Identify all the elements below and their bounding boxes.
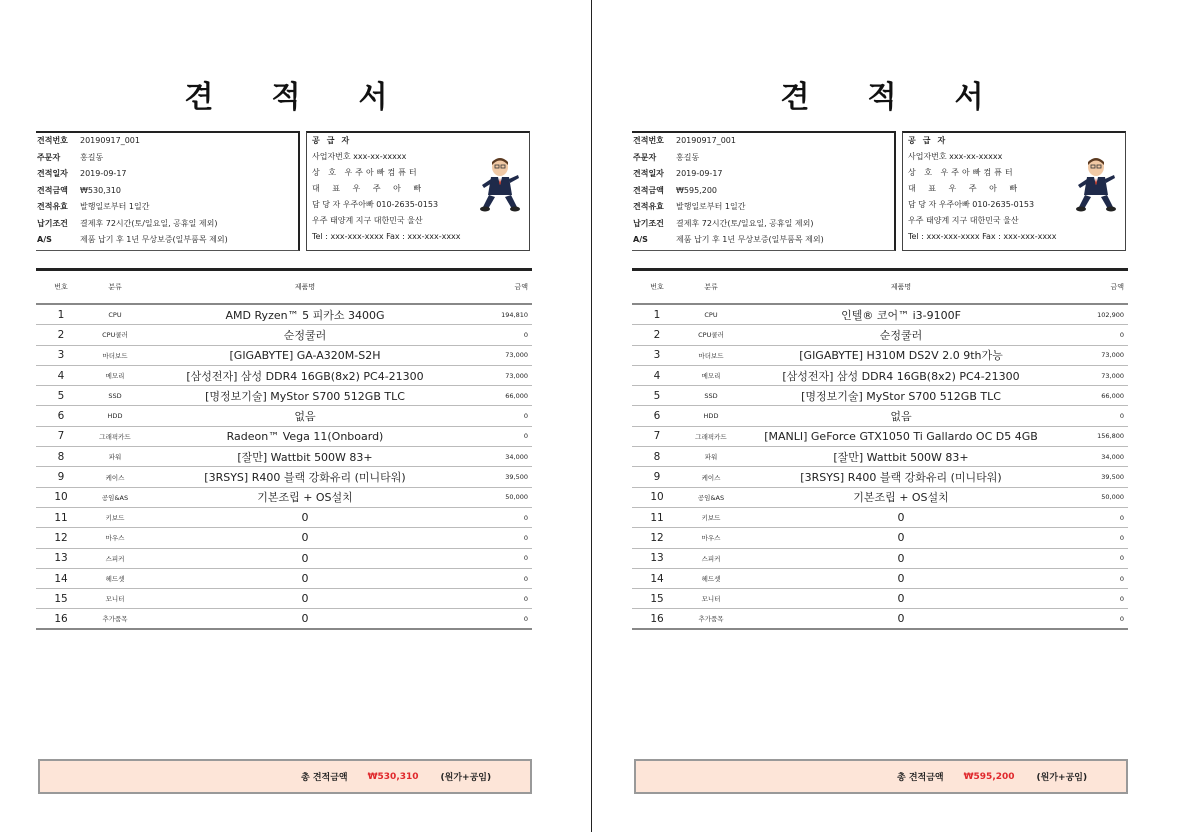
row-amount: 0 xyxy=(523,614,528,623)
row-product: 0 xyxy=(301,511,309,525)
row-num: 1 xyxy=(57,308,65,321)
table-row xyxy=(36,488,532,508)
row-amount: 102,900 xyxy=(1097,310,1124,319)
total-bar xyxy=(634,759,1128,794)
table-row xyxy=(632,528,1128,548)
quote-title: 견적서 xyxy=(184,80,446,115)
row-category: 모니터 xyxy=(105,595,125,604)
row-num: 5 xyxy=(57,389,65,402)
table-row xyxy=(632,305,1128,325)
row-category: 케이스 xyxy=(105,473,125,482)
info-row xyxy=(632,232,894,249)
quote-table xyxy=(36,268,532,630)
row-num: 9 xyxy=(653,471,661,484)
row-product: 없음 xyxy=(890,410,912,424)
row-amount: 156,800 xyxy=(1097,432,1124,441)
total-note: (원가+공임) xyxy=(440,773,492,783)
row-amount: 0 xyxy=(523,594,528,603)
row-category: 스피커 xyxy=(701,554,721,563)
info-value: 발행일로부터 1일간 xyxy=(676,202,746,211)
row-amount: 0 xyxy=(523,330,528,339)
row-product: 인텔® 코어™ i3-9100F xyxy=(841,308,961,322)
info-label: 납기조건 xyxy=(37,218,68,228)
row-product: [GIGABYTE] GA-A320M-S2H xyxy=(229,348,381,362)
row-amount: 0 xyxy=(1119,513,1124,522)
row-num: 8 xyxy=(653,450,661,463)
row-num: 2 xyxy=(653,328,661,341)
row-category: CPU xyxy=(704,310,718,319)
row-product: [삼성전자] 삼성 DDR4 16GB(8x2) PC4-21300 xyxy=(782,369,1020,383)
row-num: 12 xyxy=(54,531,68,544)
row-amount: 50,000 xyxy=(505,493,528,502)
row-num: 6 xyxy=(57,410,65,423)
row-amount: 50,000 xyxy=(1101,493,1124,502)
quote-page-1 xyxy=(36,0,536,832)
row-product: 0 xyxy=(301,531,309,545)
row-num: 16 xyxy=(54,612,68,625)
row-category: 스피커 xyxy=(105,554,125,563)
supplier-box xyxy=(306,131,530,251)
table-body xyxy=(36,305,532,630)
table-row xyxy=(36,528,532,548)
supplier-ceo: 대 표 우 주 아 빠 xyxy=(312,184,427,193)
table-row xyxy=(36,609,532,629)
row-num: 12 xyxy=(650,531,664,544)
row-amount: 0 xyxy=(523,412,528,421)
info-value: 제품 납기 후 1년 무상보증(일부품목 제외) xyxy=(80,235,228,244)
row-product: 0 xyxy=(301,551,309,565)
row-product: Radeon™ Vega 11(Onboard) xyxy=(226,429,384,443)
quote-table xyxy=(632,268,1128,630)
header-category: 분류 xyxy=(108,283,122,291)
table-row xyxy=(632,467,1128,487)
row-product: [3RSYS] R400 블랙 강화유리 (미니타워) xyxy=(204,471,406,485)
header-product: 제품명 xyxy=(294,283,316,291)
row-product: 순정쿨러 xyxy=(283,328,327,342)
row-amount: 73,000 xyxy=(505,351,528,360)
supplier-company: 상 호 우주아빠컴퓨터 xyxy=(908,168,1016,177)
row-category: 추가품목 xyxy=(102,615,128,624)
info-value: 20190917_001 xyxy=(676,136,736,145)
info-row xyxy=(36,133,298,150)
row-amount: 66,000 xyxy=(505,391,528,400)
row-amount: 0 xyxy=(523,533,528,542)
table-row xyxy=(36,447,532,467)
table-row xyxy=(36,569,532,589)
info-label: 견적유효 xyxy=(37,202,68,211)
info-row xyxy=(36,232,298,249)
row-num: 10 xyxy=(54,491,68,504)
supplier-reg: 사업자번호 xxx-xx-xxxxx xyxy=(312,152,407,161)
info-row xyxy=(632,150,894,167)
table-row xyxy=(632,346,1128,366)
supplier-tel: Tel : xxx-xxx-xxxx Fax : xxx-xxx-xxxx xyxy=(908,232,1057,241)
row-category: 마우스 xyxy=(701,534,721,543)
row-amount: 73,000 xyxy=(505,371,528,380)
row-product: 0 xyxy=(897,531,905,545)
row-amount: 0 xyxy=(1119,574,1124,583)
supplier-contact: 담 당 자 우주아빠 010-2635-0153 xyxy=(312,200,439,209)
row-category: 메모리 xyxy=(105,372,125,381)
row-num: 13 xyxy=(54,552,68,565)
row-category: SSD xyxy=(704,391,718,400)
info-label: 납기조건 xyxy=(633,218,664,228)
row-product: 0 xyxy=(897,612,905,626)
row-amount: 0 xyxy=(1119,412,1124,421)
total-bar xyxy=(38,759,532,794)
header-category: 분류 xyxy=(704,283,718,291)
row-product: [잘만] Wattbit 500W 83+ xyxy=(237,450,373,464)
row-product: 0 xyxy=(897,511,905,525)
info-label: 견적금액 xyxy=(633,185,664,195)
table-row xyxy=(632,609,1128,629)
row-category: 공임&AS xyxy=(697,493,725,502)
table-row xyxy=(36,427,532,447)
header-amount: 금액 xyxy=(514,283,528,291)
row-num: 14 xyxy=(54,572,68,585)
table-row xyxy=(36,305,532,325)
row-category: 메모리 xyxy=(701,372,721,381)
row-amount: 0 xyxy=(1119,330,1124,339)
info-row xyxy=(36,183,298,200)
info-row xyxy=(36,166,298,183)
row-amount: 0 xyxy=(523,513,528,522)
row-category: 모니터 xyxy=(701,595,721,604)
row-product: [MANLI] GeForce GTX1050 Ti Gallardo OC D5 4GB xyxy=(764,429,1038,443)
total-label: 총 견적금액 xyxy=(301,773,348,783)
table-row xyxy=(36,366,532,386)
supplier-title: 공급자 xyxy=(312,136,357,145)
row-num: 10 xyxy=(650,491,664,504)
table-row xyxy=(632,406,1128,426)
row-product: [삼성전자] 삼성 DDR4 16GB(8x2) PC4-21300 xyxy=(186,369,424,383)
table-row xyxy=(632,386,1128,406)
row-num: 9 xyxy=(57,471,65,484)
row-product: 0 xyxy=(301,592,309,606)
row-amount: 194,810 xyxy=(501,310,528,319)
table-row xyxy=(632,569,1128,589)
row-product: [GIGABYTE] H310M DS2V 2.0 9th가능 xyxy=(799,349,1003,363)
row-amount: 0 xyxy=(523,432,528,441)
info-value: 홍길동 xyxy=(80,152,104,162)
row-product: [3RSYS] R400 블랙 강화유리 (미니타워) xyxy=(800,471,1002,485)
row-amount: 0 xyxy=(1119,554,1124,563)
row-product: AMD Ryzen™ 5 피카소 3400G xyxy=(225,308,385,322)
quote-info-box xyxy=(632,131,896,251)
row-num: 5 xyxy=(653,389,661,402)
info-row xyxy=(36,199,298,216)
row-num: 6 xyxy=(653,410,661,423)
row-category: CPU쿨러 xyxy=(102,331,128,340)
row-amount: 73,000 xyxy=(1101,351,1124,360)
row-product: 0 xyxy=(301,612,309,626)
info-value: 발행일로부터 1일간 xyxy=(80,202,150,211)
info-row xyxy=(36,150,298,167)
row-amount: 73,000 xyxy=(1101,371,1124,380)
info-value: ₩530,310 xyxy=(80,185,121,195)
info-value: 홍길동 xyxy=(676,152,700,162)
supplier-ceo: 대 표 우 주 아 빠 xyxy=(908,184,1023,193)
row-num: 13 xyxy=(650,552,664,565)
row-category: 헤드셋 xyxy=(701,575,721,583)
info-row xyxy=(632,199,894,216)
table-row xyxy=(632,427,1128,447)
row-amount: 34,000 xyxy=(1101,452,1124,461)
row-num: 7 xyxy=(653,430,661,443)
table-row xyxy=(36,467,532,487)
row-num: 3 xyxy=(653,349,661,362)
row-product: 0 xyxy=(301,572,309,585)
info-value: ₩595,200 xyxy=(676,185,717,195)
row-category: 그래픽카드 xyxy=(99,432,131,441)
row-num: 7 xyxy=(57,430,65,443)
table-row xyxy=(632,549,1128,569)
row-category: 마더보드 xyxy=(698,351,724,360)
row-num: 8 xyxy=(57,450,65,463)
row-num: 14 xyxy=(650,572,664,585)
row-category: SSD xyxy=(108,391,122,400)
row-num: 4 xyxy=(57,369,65,382)
row-amount: 0 xyxy=(523,554,528,563)
info-value: 2019-09-17 xyxy=(80,169,127,178)
info-row xyxy=(632,216,894,233)
table-row xyxy=(632,366,1128,386)
row-amount: 66,000 xyxy=(1101,391,1124,400)
info-row xyxy=(632,183,894,200)
info-label: A/S xyxy=(37,235,52,244)
table-row xyxy=(36,508,532,528)
info-label: 주문자 xyxy=(633,152,657,162)
supplier-tel: Tel : xxx-xxx-xxxx Fax : xxx-xxx-xxxx xyxy=(312,232,461,241)
row-num: 16 xyxy=(650,612,664,625)
row-category: 파워 xyxy=(704,453,718,462)
row-num: 11 xyxy=(650,511,664,524)
row-num: 11 xyxy=(54,511,68,524)
row-product: 순정쿨러 xyxy=(879,328,923,342)
row-product: 0 xyxy=(897,551,905,565)
table-row xyxy=(632,508,1128,528)
info-value: 2019-09-17 xyxy=(676,169,723,178)
total-value: ₩595,200 xyxy=(963,771,1015,782)
row-product: 없음 xyxy=(294,410,316,424)
table-row xyxy=(36,325,532,345)
row-product: 기본조립 + OS설치 xyxy=(257,491,353,505)
supplier-address: 우주 태양계 지구 대한민국 울산 xyxy=(908,216,1019,225)
row-category: HDD xyxy=(107,412,123,421)
row-amount: 0 xyxy=(523,574,528,583)
row-category: 그래픽카드 xyxy=(695,432,727,441)
header-amount: 금액 xyxy=(1110,283,1124,291)
row-category: 추가품목 xyxy=(698,615,724,624)
supplier-contact: 담 당 자 우주아빠 010-2635-0153 xyxy=(908,200,1035,209)
row-num: 3 xyxy=(57,349,65,362)
row-num: 15 xyxy=(650,592,664,605)
table-row xyxy=(632,325,1128,345)
info-row xyxy=(632,133,894,150)
table-row xyxy=(632,488,1128,508)
table-body xyxy=(632,305,1128,630)
info-value: 제품 납기 후 1년 무상보증(일부품목 제외) xyxy=(676,235,824,244)
row-num: 4 xyxy=(653,369,661,382)
row-category: 마우스 xyxy=(105,534,125,543)
table-row xyxy=(632,447,1128,467)
row-num: 2 xyxy=(57,328,65,341)
row-amount: 34,000 xyxy=(505,452,528,461)
info-label: 견적일자 xyxy=(633,169,664,178)
row-category: 헤드셋 xyxy=(105,575,125,583)
quote-info-box xyxy=(36,131,300,251)
quote-title: 견적서 xyxy=(780,80,1042,115)
info-label: A/S xyxy=(633,235,648,244)
total-label: 총 견적금액 xyxy=(897,773,944,783)
table-header xyxy=(632,271,1128,305)
row-category: HDD xyxy=(703,412,719,421)
header-num: 번호 xyxy=(54,283,68,291)
total-value: ₩530,310 xyxy=(367,771,419,782)
row-category: 키보드 xyxy=(105,514,125,523)
table-row xyxy=(36,386,532,406)
table-row xyxy=(36,589,532,609)
row-category: 케이스 xyxy=(701,473,721,482)
row-amount: 0 xyxy=(1119,594,1124,603)
row-category: 키보드 xyxy=(701,514,721,523)
row-product: [잘만] Wattbit 500W 83+ xyxy=(833,450,969,464)
row-amount: 0 xyxy=(1119,614,1124,623)
supplier-company: 상 호 우주아빠컴퓨터 xyxy=(312,168,420,177)
info-label: 주문자 xyxy=(37,152,61,162)
row-amount: 39,500 xyxy=(505,473,528,482)
supplier-address: 우주 태양계 지구 대한민국 울산 xyxy=(312,216,423,225)
info-value: 20190917_001 xyxy=(80,136,140,145)
info-label: 견적유효 xyxy=(633,202,664,211)
total-note: (원가+공임) xyxy=(1036,773,1088,783)
info-row xyxy=(632,166,894,183)
table-row xyxy=(36,549,532,569)
quote-page-2 xyxy=(632,0,1132,832)
page-divider xyxy=(591,0,592,832)
row-product: 기본조립 + OS설치 xyxy=(853,491,949,505)
info-label: 견적일자 xyxy=(37,169,68,178)
info-value: 결제후 72시간(토/일요일, 공휴일 제외) xyxy=(676,218,814,228)
row-category: CPU쿨러 xyxy=(698,331,724,340)
table-row xyxy=(36,406,532,426)
row-category: 마더보드 xyxy=(102,351,128,360)
row-product: [명정보기술] MyStor S700 512GB TLC xyxy=(801,389,1001,403)
row-category: 공임&AS xyxy=(101,493,129,502)
row-product: 0 xyxy=(897,572,905,585)
row-amount: 39,500 xyxy=(1101,473,1124,482)
row-amount: 0 xyxy=(1119,533,1124,542)
supplier-reg: 사업자번호 xxx-xx-xxxxx xyxy=(908,152,1003,161)
row-num: 1 xyxy=(653,308,661,321)
table-row xyxy=(632,589,1128,609)
row-product: 0 xyxy=(897,592,905,606)
info-label: 견적번호 xyxy=(633,136,664,145)
supplier-box xyxy=(902,131,1126,251)
info-label: 견적번호 xyxy=(37,136,68,145)
info-value: 결제후 72시간(토/일요일, 공휴일 제외) xyxy=(80,218,218,228)
row-category: CPU xyxy=(108,310,122,319)
row-num: 15 xyxy=(54,592,68,605)
header-num: 번호 xyxy=(650,283,664,291)
info-label: 견적금액 xyxy=(37,185,68,195)
row-category: 파워 xyxy=(108,453,122,462)
table-header xyxy=(36,271,532,305)
row-product: [명정보기술] MyStor S700 512GB TLC xyxy=(205,389,405,403)
header-product: 제품명 xyxy=(890,283,912,291)
table-row xyxy=(36,346,532,366)
supplier-title: 공급자 xyxy=(908,136,953,145)
info-row xyxy=(36,216,298,233)
